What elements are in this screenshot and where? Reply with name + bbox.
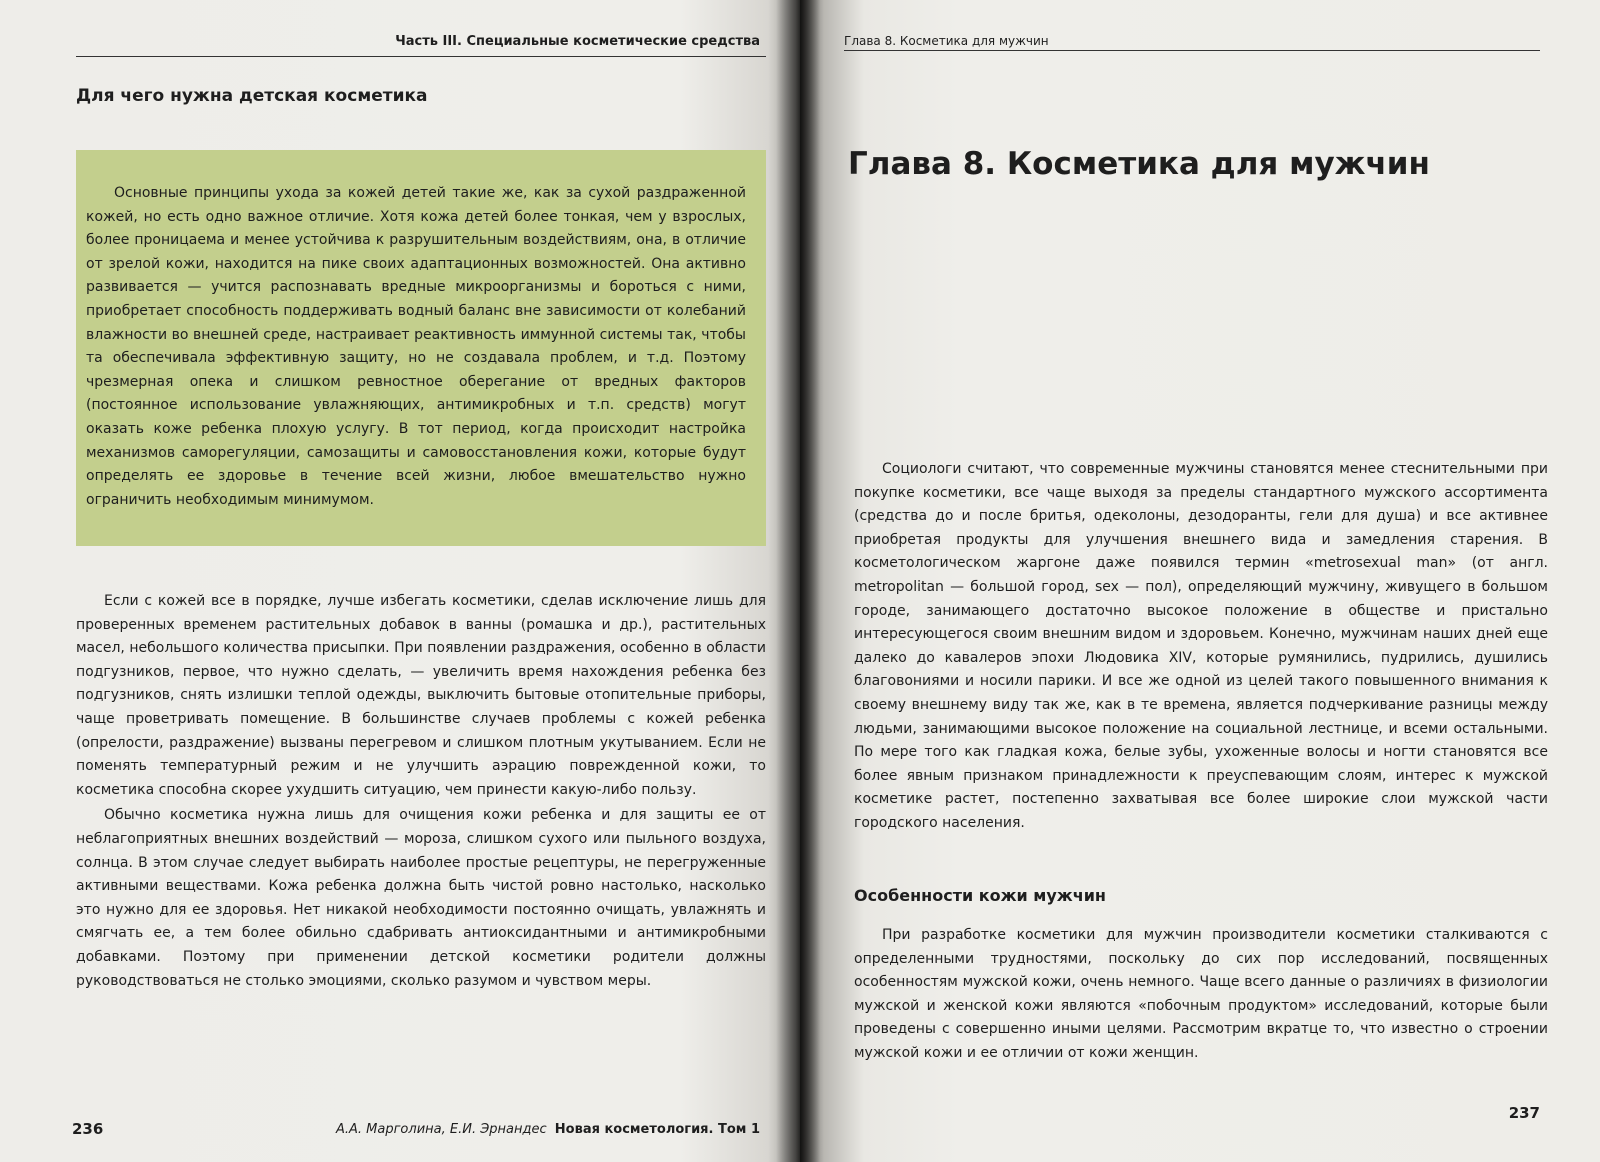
section-title: Для чего нужна детская косметика <box>76 86 428 106</box>
highlight-box <box>76 150 766 546</box>
intro-text <box>854 458 1548 836</box>
running-head-left: Часть III. Специальные косметические средства <box>395 34 760 49</box>
page-number-left: 236 <box>72 1120 104 1138</box>
subsection-text <box>854 924 1548 1066</box>
subheading: Особенности кожи мужчин <box>854 886 1106 905</box>
page-number-right: 237 <box>1508 1104 1540 1122</box>
body-paragraph: Если с кожей все в порядке, лучше избегать косметики, сделав исключение лишь для проверенных временем растительных добавок в ванны (ромашка и др.), растительных масел, небольшого количества присыпки. При появлении раздражения, особенно в области подгузников, первое, что нужно сделать, — увеличить время нахождения ребенка без подгузников, снять излишки теплой одежды, выключить бытовые отопительные приборы, чаще проветривать помещение. В большинстве случаев проблемы с кожей ребенка (опрелости, раздражение) вызваны перегревом и слишком плотным укутыванием. Если не поменять температурный режим и не улучшить аэрацию поврежденной кожи, то косметика способна скорее ухудшить ситуацию, чем принести какую-либо пользу. <box>76 593 766 798</box>
chapter-title: Глава 8. Косметика для мужчин <box>848 146 1430 182</box>
footer-left <box>336 1122 760 1137</box>
highlight-paragraph: Основные принципы ухода за кожей детей такие же, как за сухой раздраженной кожей, но есть одно важное отличие. Хотя кожа детей более тонкая, чем у взрослых, более проницаема и менее устойчива к разрушительным воздействиям, она, в отличие от зрелой кожи, находится на пике своих адаптационных возможностей. Она активно развивается — учится распознавать вредные микроорганизмы и бороться с ними, приобретает способность поддерживать водный баланс вне зависимости от колебаний влажности во внешней среде, настраивает реактивность иммунной системы так, чтобы та обеспечивала эффективную защиту, но не создавала проблем, и т.д. Поэтому чрезмерная опека и слишком ревностное оберегание от вредных факторов (постоянное использование увлажняющих, антимикробных и т.п. средств) могут оказать коже ребенка плохую услугу. В тот период, когда происходит настройка механизмов саморегуляции, самозащиты и самовосстановления кожи, которые будут определять ее здоровье в течение всей жизни, любое вмешательство нужно ограничить необходимым минимумом. <box>86 185 746 508</box>
header-rule-left <box>76 56 766 57</box>
book-gutter-shadow <box>776 0 820 1162</box>
footer-book-title: Новая косметология. Том 1 <box>554 1122 760 1137</box>
header-rule-right <box>844 50 1540 51</box>
footer-authors: А.А. Марголина, Е.И. Эрнандес <box>335 1122 547 1137</box>
intro-paragraph: Социологи считают, что современные мужчины становятся менее стеснительными при покупке косметики, все чаще выходя за пределы стандартного мужского ассортимента (средства до и после бритья, одеколоны, дезодоранты, гели для душа) и все активнее приобретая продукты для улучшения внешнего вида и замедления старения. В косметологическом жаргоне даже появился термин «metrosexual man» (от англ. metropolitan — большой город, sex — пол), определяющий мужчину, живущего в большом городе, занимающего достаточно высокое положение в обществе и пристально интересующегося своим внешним видом и здоровьем. Конечно, мужчинам наших дней еще далеко до кавалеров эпохи Людовика XIV, которые румянились, пудрились, душились благовониями и носили парики. И все же одной из целей такого повышенного внимания к своему внешнему виду так же, как в те времена, является подчеркивание разницы между людьми, занимающими высокое положение на социальной лестнице, и всеми остальными. По мере того как гладкая кожа, белые зубы, ухоженные волосы и ногти становятся все более явным признаком принадлежности к преуспевающим слоям, интерес к мужской косметике растет, постепенно захватывая все более широкие слои мужской части городского населения. <box>854 461 1548 831</box>
running-head-right: Глава 8. Косметика для мужчин <box>844 34 1049 48</box>
subsection-paragraph: При разработке косметики для мужчин производители косметики сталкиваются с определенными трудностями, поскольку до сих пор исследований, посвященных особенностям мужской кожи, очень немного. Чаще всего данные о различиях в физиологии мужской и женской кожи являются «побочным продуктом» исследований, которые были проведены с совершенно иными целями. Рассмотрим вкратце то, что известно о строении мужской кожи и ее отличии от кожи женщин. <box>854 927 1548 1061</box>
body-paragraph: Обычно косметика нужна лишь для очищения кожи ребенка и для защиты ее от неблагоприятных внешних воздействий — мороза, слишком сухого или пыльного воздуха, солнца. В этом случае следует выбирать наиболее простые рецептуры, не перегруженные активными веществами. Кожа ребенка должна быть чистой ровно настолько, насколько это нужно для ее здоровья. Нет никакой необходимости постоянно очищать, увлажнять и смягчать ее, а тем более обильно сдабривать антиоксидантными и антимикробными добавками. Поэтому при применении детской косметики родители должны руководствоваться не столько эмоциями, сколько разумом и чувством меры. <box>76 807 766 989</box>
left-body-text <box>76 590 766 993</box>
right-page <box>800 0 1600 1162</box>
